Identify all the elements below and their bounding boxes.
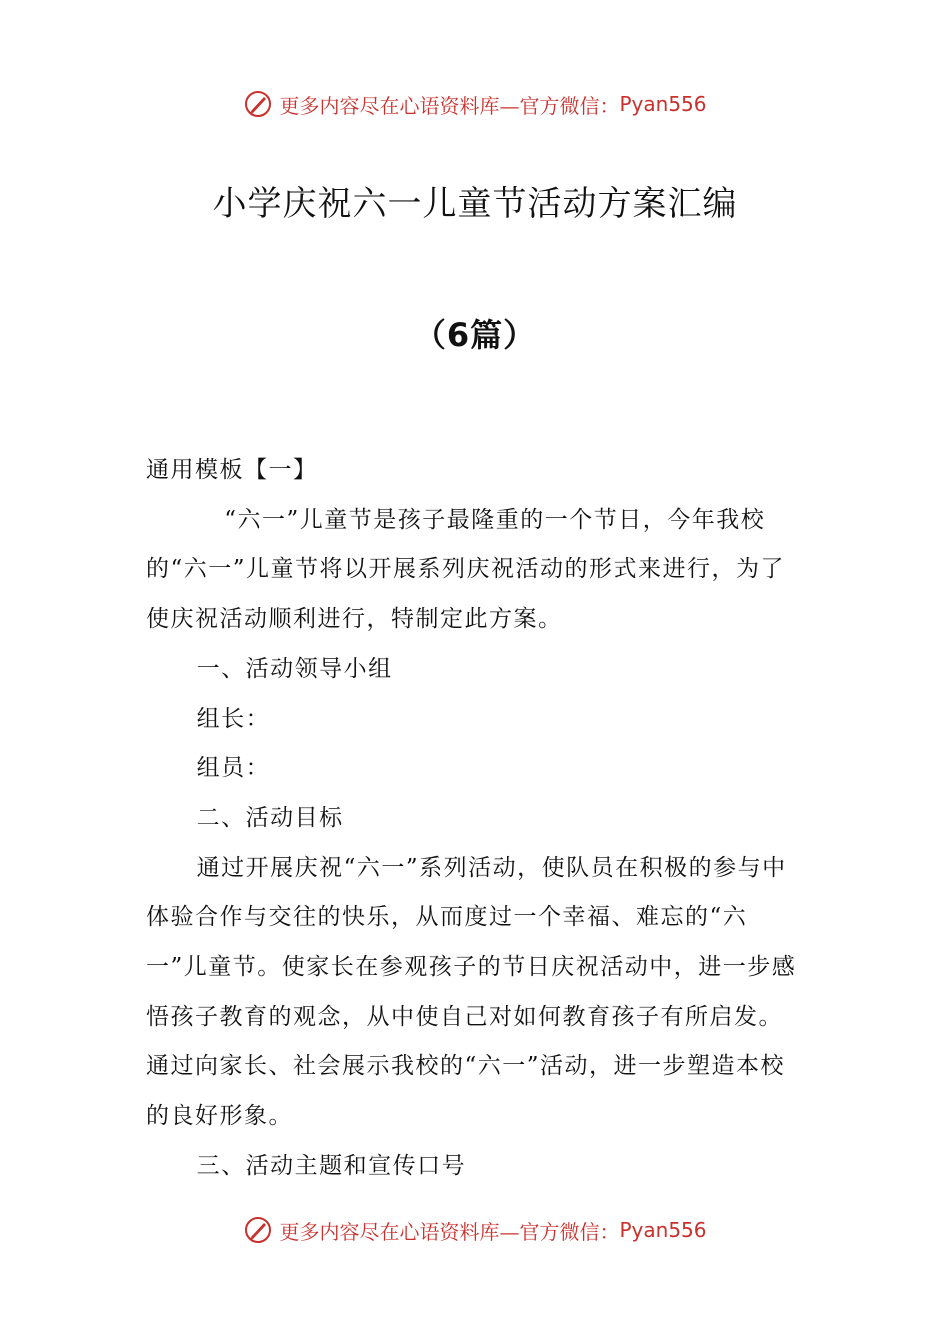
members-line: 组员： xyxy=(196,755,271,782)
paragraph-goals: 通过开展庆祝“六一”系列活动，使队员在积极的参与中体验合作与交往的快乐，从而度过一个幸福、难忘的“六一”儿童节。使家长在参观孩子的节日庆祝活动中，进一步感悟孩子教育的观念，从中使自己对如何教育孩子有所启发。通过向家长、社会展示我校的“六一”活动，进一步塑造本校的良好形象。 xyxy=(146,854,797,1130)
banner-account: Pyan556 xyxy=(619,1218,707,1242)
banner-text: 更多内容尽在心语资料库—官方微信： xyxy=(279,93,620,118)
section-heading-2: 二、活动目标 xyxy=(196,804,344,831)
section-heading-1: 一、活动领导小组 xyxy=(196,655,393,682)
document-title: 小学庆祝六一儿童节活动方案汇编 xyxy=(212,184,738,224)
template-heading: 通用模板【一】 xyxy=(146,457,318,483)
section-heading-3: 三、活动主题和宣传口号 xyxy=(196,1152,467,1179)
document-subtitle: （6篇） xyxy=(413,316,537,354)
document-body xyxy=(146,446,806,1192)
footer-banner xyxy=(0,1210,950,1250)
header-banner xyxy=(0,84,950,124)
banner-text: 更多内容尽在心语资料库—官方微信： xyxy=(279,1219,620,1244)
pen-logo-icon xyxy=(243,89,273,119)
leader-line: 组长： xyxy=(196,705,271,732)
banner-account: Pyan556 xyxy=(619,92,707,116)
paragraph-intro: “六一”儿童节是孩子最隆重的一个节日，今年我校的“六一”儿童节将以开展系列庆祝活动的形式来进行，为了使庆祝活动顺利进行，特制定此方案。 xyxy=(146,506,786,633)
pen-logo-icon xyxy=(243,1215,273,1245)
